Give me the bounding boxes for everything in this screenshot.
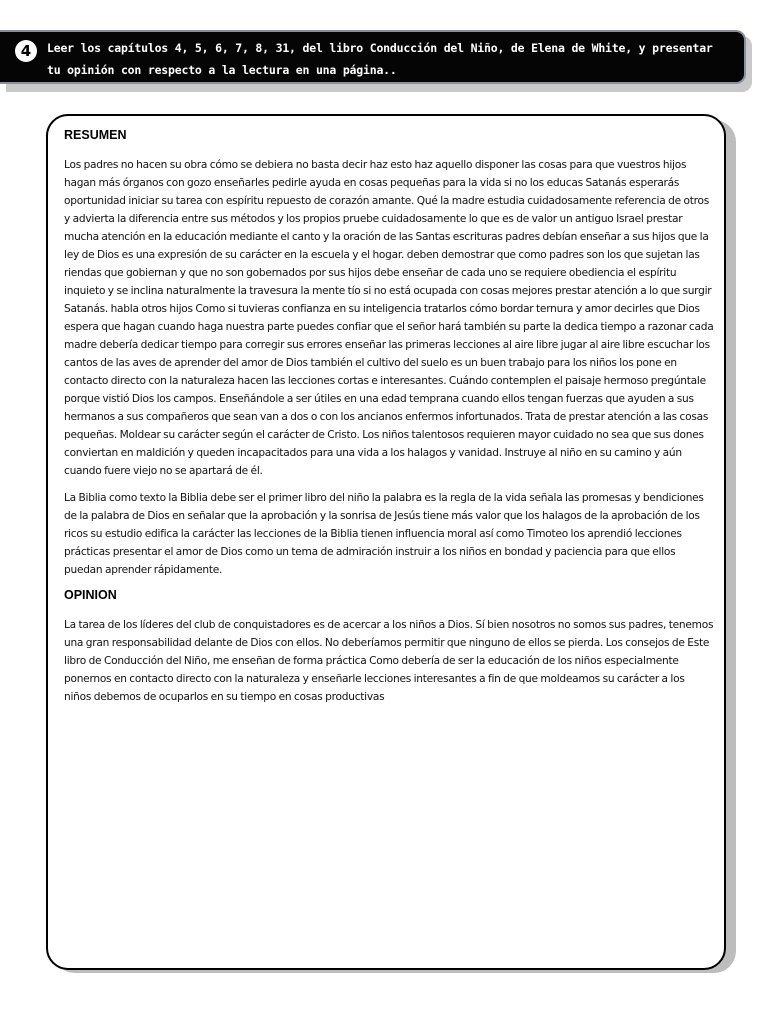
task-number-badge: 4 <box>15 40 37 62</box>
opinion-heading: OPINION <box>64 588 117 602</box>
summary-paragraph-2: La Biblia como texto la Biblia debe ser el primer libro del niño la palabra es la regla de la vida señala las promesas y bendiciones de la palabra de Dios en señalar que la aprobación y la sonrisa de Jesús tiene más valor que los halagos de la aprobación de los ricos su estudio edifica la carácter las lecciones de la Biblia tienen influencia moral así como Timoteo los aprendió lecciones prácticas presentar el amor de Dios como un tema de admiración instruir a los niños en bondad y paciencia para que ellos puedan aprender rápidamente. <box>64 492 704 576</box>
content-box <box>46 114 726 970</box>
summary-heading: RESUMEN <box>64 128 127 142</box>
summary-paragraph-1: Los padres no hacen su obra cómo se debiera no basta decir haz esto haz aquello disponer las cosas para que vuestros hijos hagan más órganos con gozo enseñarles pedirle ayuda en cosas pequeñas para la vida si no los educas Satanás esperarás oportunidad iniciar su tarea con espíritu repuesto de corazón amante. Qué la madre estudia cuidadosamente referencia de otros y advierta la diferencia entre sus métodos y los propios pruebe cuidadosamente lo que es de valor un antiguo Israel prestar mucha atención en la educación mediante el canto y la oración de las Santas escrituras padres debían enseñar a sus hijos que la ley de Dios es una expresión de su carácter en la escuela y el hogar. deben demostrar que como padres son los que sujetan las riendas que gobiernan y que no son gobernados por sus hijos debe enseñar de cada uno se requiere obediencia el espíritu inquieto y se inclina naturalmente la travesura la mente tío si no está ocupada con cosas mejores prestar atención a lo que surgir Satanás. habla otros hijos Como si tuvieras confianza en su inteligencia tratarlos cómo bordar ternura y amor decirles que Dios espera que hagan cuando haga nuestra parte puedes confiar que el señor hará también su parte la dedica tiempo a razonar cada madre debería dedicar tiempo para corregir sus errores enseñar las primeras lecciones al aire libre jugar al aire libre escuchar los cantos de las aves de aprender del amor de Dios también el cultivo del suelo es un buen trabajo para los niños los pone en contacto directo con la naturaleza hacen las lecciones cortas e interesantes. Cuándo contemplen el paisaje hermoso pregúntale porque vistió Dios los campos. Enseñándole a ser útiles en una edad temprana cuando ellos tengan fuerzas que ayuden a sus hermanos a sus compañeros que sean van a dos o con los ancianos enfermos infortunados. Trata de prestar atención a las cosas pequeñas. Moldear su carácter según el carácter de Cristo. Los niños talentosos requieren mayor cuidado no sea que sus dones conviertan en maldición y queden incapacitados para una vida a los halagos y vanidad. Instruye al niño en su camino y aún cuando fuere viejo no se apartará de él. <box>64 159 714 477</box>
task-instructions-line-1: Leer los capítulos 4, 5, 6, 7, 8, 31, del libro Conducción del Niño, de Elena de White, y presentar <box>47 41 713 55</box>
task-banner <box>0 30 746 84</box>
opinion-paragraph-1: La tarea de los líderes del club de conquistadores es de acercar a los niños a Dios. Sí bien nosotros no somos sus padres, tenemos una gran responsabilidad delante de Dios con ellos. No deberíamos permitir que ninguno de ellos se pierda. Los consejos de Este libro de Conducción del Niño, me enseñan de forma práctica Como debería de ser la educación de los niños especialmente ponernos en contacto directo con la naturaleza y enseñarle lecciones interesantes a fin de que moldeamos su carácter a los niños debemos de ocuparlos en su tiempo en cosas productivas <box>64 619 714 703</box>
task-instructions <box>47 37 739 81</box>
task-instructions-line-2: tu opinión con respecto a la lectura en una página.. <box>47 63 397 77</box>
content-body <box>64 126 714 706</box>
